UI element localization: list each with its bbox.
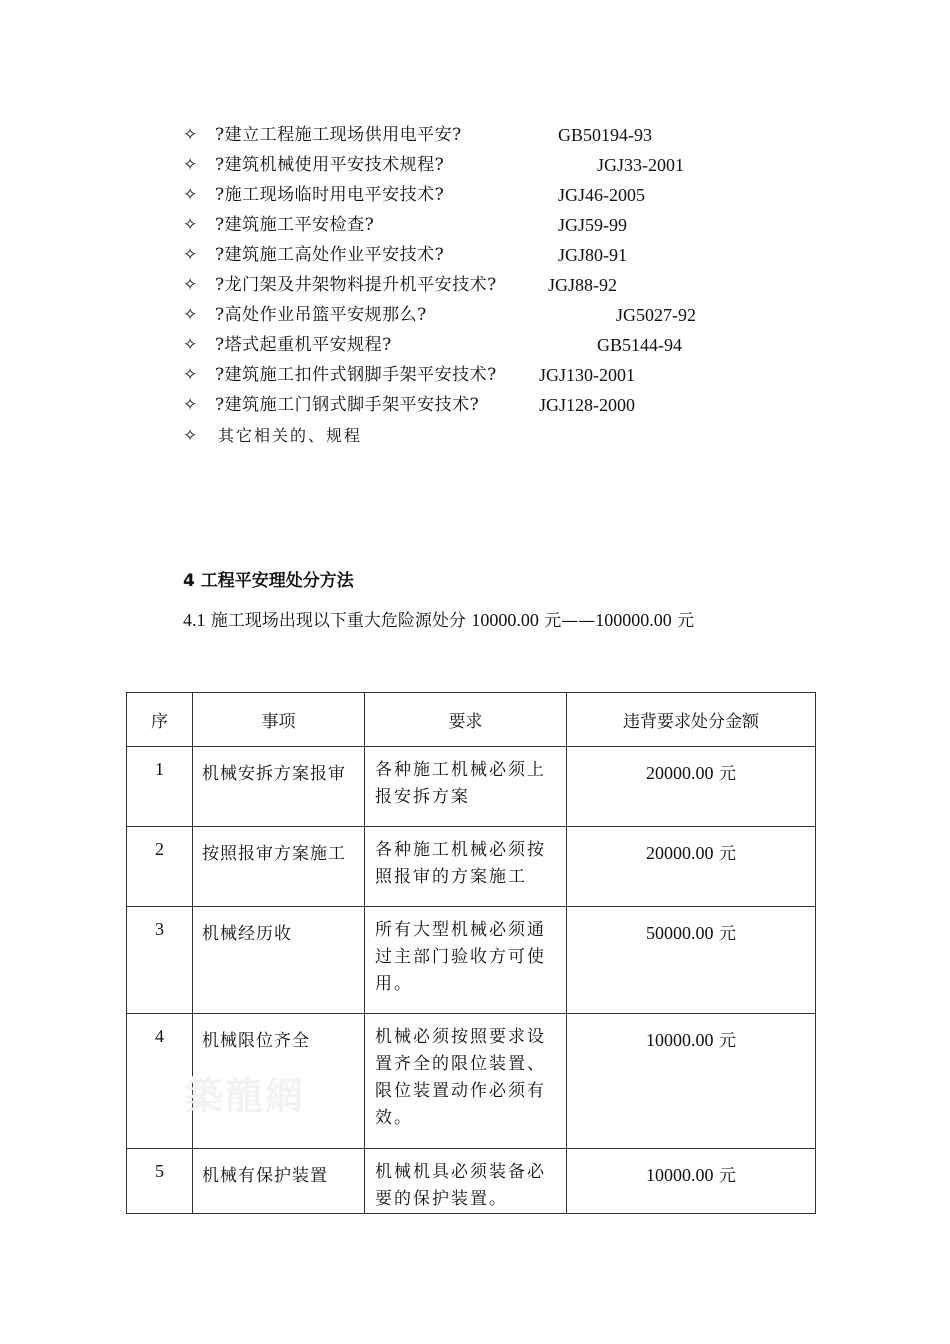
table-row [127,907,816,1014]
amount-unit: 元 [718,844,736,864]
row-item: 机械安拆方案报审 [193,747,365,827]
standard-name: ?建筑施工门钢式脚手架平安技术? [215,395,480,415]
row-amount [567,827,816,907]
amount-unit: 元 [718,1166,736,1186]
standard-code: JGJ80-91 [558,245,628,265]
row-requirement: 机械必须按照要求设置齐全的限位装置、限位装置动作必须有效。 [365,1014,567,1149]
standard-code: JGJ59-99 [558,215,628,235]
row-amount [567,907,816,1014]
row-seq: 3 [127,907,193,1014]
standard-code: JGJ128-2000 [539,395,636,415]
standard-item [0,240,950,270]
amount-value: 50000.00 [646,923,714,943]
diamond-bullet-icon: ✧ [183,125,198,145]
sub-heading-number: 4.1 [183,610,206,630]
sub-heading-dash: —— [561,611,596,631]
standard-name: ?高处作业吊篮平安规那么? [215,305,427,325]
row-amount [567,1149,816,1214]
header-seq: 序 [127,693,193,747]
row-item: 按照报审方案施工 [193,827,365,907]
standard-item [0,150,950,180]
row-item: 机械限位齐全 [193,1014,365,1149]
watermark: 築龍網 [185,1074,306,1118]
standard-item [0,360,950,390]
amount-unit: 元 [718,1031,736,1051]
standard-item [0,210,950,240]
standard-name: 其它相关的、规程 [218,426,363,445]
row-seq: 2 [127,827,193,907]
row-amount [567,747,816,827]
row-requirement: 各种施工机械必须按照报审的方案施工 [365,827,567,907]
row-requirement: 机械机具必须装备必要的保护装置。 [365,1149,567,1214]
row-amount [567,1014,816,1149]
diamond-bullet-icon: ✧ [183,365,198,385]
table-row [127,1149,816,1214]
standard-code: JGJ130-2001 [539,365,636,385]
header-requirement: 要求 [365,693,567,747]
diamond-bullet-icon: ✧ [183,305,198,325]
standard-code: JG5027-92 [616,305,696,325]
amount-value: 20000.00 [646,843,714,863]
row-requirement: 所有大型机械必须通过主部门验收方可使用。 [365,907,567,1014]
row-item: 机械经历收 [193,907,365,1014]
standard-item [0,330,950,360]
sub-heading-range-to: 100000.00 [595,610,672,630]
standard-code: GB50194-93 [558,125,652,145]
row-seq: 4 [127,1014,193,1149]
sub-heading [183,606,694,631]
standard-item [0,390,950,420]
sub-heading-text: 施工现场出现以下重大危险源处分 [210,611,466,631]
standard-code: JGJ88-92 [548,275,618,295]
sub-heading-range-from: 10000.00 [471,610,539,630]
table-row [127,747,816,827]
standard-name: ?施工现场临时用电平安技术? [215,185,445,205]
amount-unit: 元 [718,764,736,784]
row-requirement: 各种施工机械必须上报安拆方案 [365,747,567,827]
sub-heading-unit: 元 [544,611,562,631]
diamond-bullet-icon: ✧ [183,275,198,295]
standard-name: ?建筑施工平安检查? [215,215,375,235]
row-item: 机械有保护装置 [193,1149,365,1214]
table-header-row [127,693,816,747]
section-heading: 4 工程平安理处分方法 [183,571,354,591]
row-seq: 1 [127,747,193,827]
diamond-bullet-icon: ✧ [183,215,198,235]
standard-code: JGJ33-2001 [597,155,685,175]
table-row [127,827,816,907]
amount-value: 10000.00 [646,1030,714,1050]
diamond-bullet-icon: ✧ [183,335,198,355]
diamond-bullet-icon: ✧ [183,426,198,446]
standard-item [0,270,950,300]
diamond-bullet-icon: ✧ [183,155,198,175]
header-item: 事项 [193,693,365,747]
standard-code: JGJ46-2005 [558,185,646,205]
standard-item [0,300,950,330]
diamond-bullet-icon: ✧ [183,185,198,205]
standard-name: ?建立工程施工现场供用电平安? [215,125,462,145]
standard-item [0,180,950,210]
standard-code: GB5144-94 [597,335,682,355]
header-penalty-amount: 违背要求处分金额 [567,693,816,747]
diamond-bullet-icon: ✧ [183,395,198,415]
standard-name: ?龙门架及井架物料提升机平安技术? [215,275,497,295]
penalty-table [126,692,816,1214]
amount-unit: 元 [718,924,736,944]
standard-item [0,421,950,451]
standard-name: ?建筑施工扣件式钢脚手架平安技术? [215,365,497,385]
row-seq: 5 [127,1149,193,1214]
standard-name: ?塔式起重机平安规程? [215,335,392,355]
diamond-bullet-icon: ✧ [183,245,198,265]
standard-name: ?建筑机械使用平安技术规程? [215,155,445,175]
amount-value: 10000.00 [646,1165,714,1185]
standard-name: ?建筑施工高处作业平安技术? [215,245,445,265]
sub-heading-unit: 元 [677,611,695,631]
standard-item [0,120,950,150]
amount-value: 20000.00 [646,763,714,783]
